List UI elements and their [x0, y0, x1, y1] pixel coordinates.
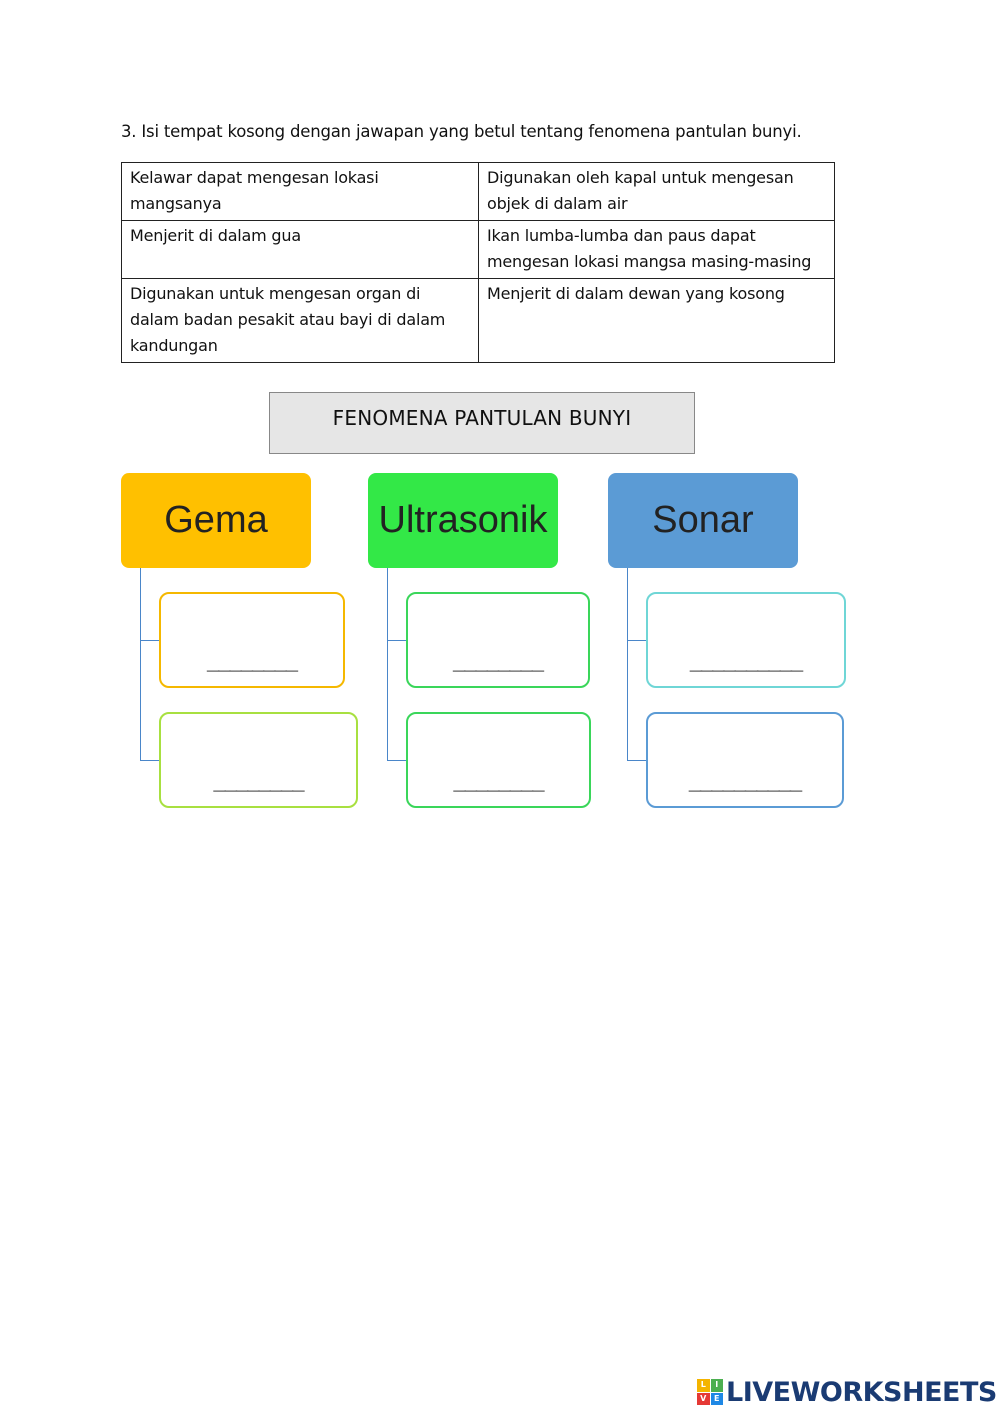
connector-line [140, 568, 141, 761]
table-cell[interactable]: Menjerit di dalam gua [122, 221, 479, 279]
connector-line [627, 640, 646, 641]
table-cell[interactable]: Ikan lumba-lumba dan paus dapat mengesan lokasi mangsa masing-masing [479, 221, 835, 279]
connector-line [387, 640, 406, 641]
category-sonar: Sonar [608, 473, 798, 568]
category-ultrasonik: Ultrasonik [368, 473, 558, 568]
blank-answer-box[interactable] [646, 592, 846, 688]
blank-answer-box[interactable] [646, 712, 844, 808]
blank-line: ________ [207, 649, 297, 674]
category-gema: Gema [121, 473, 311, 568]
table-cell[interactable]: Kelawar dapat mengesan lokasi mangsanya [122, 163, 479, 221]
blank-answer-box[interactable] [159, 592, 345, 688]
logo-letter: I [711, 1379, 724, 1392]
blank-answer-box[interactable] [406, 592, 590, 688]
connector-line [627, 760, 646, 761]
blank-answer-box[interactable] [159, 712, 358, 808]
liveworksheets-icon [697, 1379, 723, 1405]
blank-line: __________ [689, 649, 803, 674]
blank-line: __________ [688, 769, 802, 794]
table-row [122, 279, 835, 363]
answer-options-table [121, 162, 835, 363]
table-row [122, 163, 835, 221]
brand-name: LIVEWORKSHEETS [726, 1376, 997, 1408]
logo-letter: V [697, 1393, 710, 1406]
connector-line [140, 640, 159, 641]
table-row [122, 221, 835, 279]
blank-line: ________ [213, 769, 304, 794]
table-cell[interactable]: Digunakan oleh kapal untuk mengesan objek di dalam air [479, 163, 835, 221]
blank-answer-box[interactable] [406, 712, 591, 808]
question-text: 3. Isi tempat kosong dengan jawapan yang betul tentang fenomena pantulan bunyi. [121, 122, 802, 141]
connector-line [627, 568, 628, 761]
connector-line [387, 760, 406, 761]
logo-letter: L [697, 1379, 710, 1392]
logo-letter: E [711, 1393, 724, 1406]
table-cell[interactable]: Digunakan untuk mengesan organ di dalam badan pesakit atau bayi di dalam kandungan [122, 279, 479, 363]
blank-line: ________ [453, 769, 544, 794]
diagram-title: FENOMENA PANTULAN BUNYI [269, 392, 695, 454]
liveworksheets-logo [697, 1375, 997, 1409]
connector-line [387, 568, 388, 761]
connector-line [140, 760, 159, 761]
blank-line: ________ [453, 649, 543, 674]
table-cell[interactable]: Menjerit di dalam dewan yang kosong [479, 279, 835, 363]
